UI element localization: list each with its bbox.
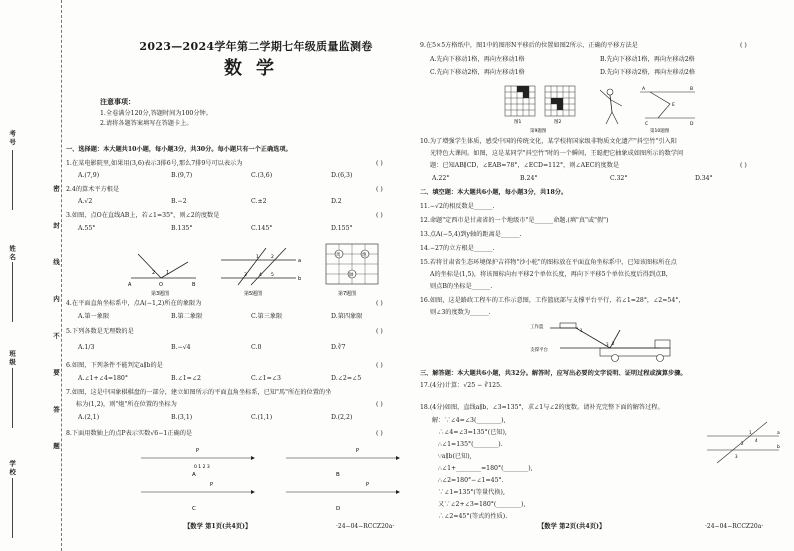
class-label: 班级 (8, 350, 17, 367)
svg-text:1: 1 (580, 328, 583, 333)
class-line (12, 368, 13, 428)
answer-paren: ( ) (376, 212, 383, 219)
q1-option-d: D.(6,3) (331, 172, 353, 179)
svg-text:1: 1 (166, 270, 170, 276)
question-6: 6.如图，下列条件不能判定a∥b的是 (66, 362, 163, 369)
svg-text:O: O (159, 282, 163, 288)
answer-paren: ( ) (376, 401, 383, 408)
label-work-basket: 工作篮 (530, 325, 544, 330)
q9-option-c: C.先向下移动2格，再向左移动1格 (430, 69, 525, 76)
school-line (12, 478, 13, 538)
figure-q9-caption: 第9题图 (530, 129, 547, 134)
svg-text:B: B (192, 282, 196, 288)
svg-text:2: 2 (612, 341, 615, 346)
q7-option-c: C.(1,1) (251, 414, 273, 421)
q4-option-b: B.第二象限 (171, 313, 203, 320)
question-17: 17.(4分)计算：√25 − ∛125. (420, 382, 503, 389)
proof-line: ∴∠1+________=180°(________), (438, 465, 533, 472)
figure-q16-truck (530, 320, 690, 364)
question-10-line2: 光特色大课间。如图，这是某同学"抖空竹"时的一个瞬间，王聪把它抽象成如图所示的数学问 (430, 150, 684, 157)
notes-heading: 注意事项： (100, 97, 135, 106)
question-5: 5.下列各数是无理数的是 (66, 328, 134, 335)
number-line-a-label: A (192, 472, 196, 478)
figures-q9-q10 (500, 82, 700, 134)
answer-paren: ( ) (376, 300, 383, 307)
section2-heading: 二、填空题：本大题共6小题，每小题3分，共18分。 (420, 189, 568, 196)
figure-q3 (128, 254, 196, 288)
svg-text:B: B (690, 87, 694, 92)
subject-title: 数学 (224, 58, 288, 79)
figure-q6 (221, 248, 301, 285)
q7-option-a: A.(2,1) (78, 414, 100, 421)
q3-option-c: C.145° (251, 225, 273, 232)
question-16-line1: 16.如图，这是路政工程车的工作示意图，工作篮底部与支撑平台平行，若∠1=28°，∠2=54°， (420, 297, 685, 304)
q4-option-d: D.第四象限 (331, 313, 363, 320)
figure-q3-caption: 第3题图 (151, 291, 170, 297)
question-15-line1: 15.若将甘肃省生态环境保护吉祥物"沙小驼"的图标放在平面直角坐标系中，已知该图标所在点 (420, 259, 677, 266)
svg-text:5: 5 (271, 273, 274, 278)
q5-option-a: A.1/3 (78, 344, 95, 351)
question-9: 9.在5×5方格纸中，图1中的图形N平移后的位置如图2所示，正确的平移方法是 (420, 42, 638, 49)
q6-option-a: A.∠1+∠4=180° (78, 375, 128, 382)
section3-heading: 三、解答题：本大题共6小题，共32分。解答时，应写出必要的文字说明、证明过程或演算步骤。 (420, 370, 687, 377)
figure-q9-label2: 图2 (554, 120, 562, 125)
svg-text:3: 3 (244, 273, 247, 278)
svg-text:C: C (645, 122, 649, 127)
question-14: 14.−27的立方根是______. (420, 245, 495, 252)
question-13: 13.点A(−5,4)到y轴的距离是______. (420, 231, 522, 238)
question-4: 4.在平面直角坐标系中，点A(−1,2)所在的象限为 (66, 300, 202, 307)
answer-paren: ( ) (740, 162, 747, 169)
number-line-b (286, 448, 400, 460)
proof-line: 解：∵∠4=∠3(________), (432, 417, 506, 424)
figure-q6-caption: 第5题图 (244, 291, 263, 297)
q6-option-b: B.∠1=∠2 (171, 375, 201, 382)
proof-line: ∴∠1=135°(________). (438, 441, 503, 448)
answer-paren: ( ) (376, 430, 383, 437)
figure-q9-label1: 图1 (514, 120, 522, 125)
figure-q10-caption: 第10题图 (650, 129, 670, 134)
svg-text:a: a (298, 258, 302, 264)
q5-option-d: D.∛7 (331, 344, 346, 351)
figure-q9-grid1 (505, 86, 535, 116)
q9-option-d: D.先向下移动2格，再向左移动2格 (600, 69, 696, 76)
left-column (66, 0, 412, 551)
q4-option-c: C.第三象限 (251, 313, 283, 320)
question-11: 11.−√2的相反数是______. (420, 203, 495, 210)
q7-option-b: B.(3,1) (171, 414, 193, 421)
q1-option-a: A.(7,9) (78, 172, 100, 179)
answer-paren: ( ) (376, 160, 383, 167)
svg-text:1: 1 (749, 430, 752, 435)
q6-option-c: C.∠1=∠3 (251, 375, 281, 382)
question-8: 8.下面用数轴上的点P表示实数√6−1正确的是 (66, 430, 193, 437)
svg-text:4: 4 (259, 273, 262, 278)
figure-q7-caption: 第7题图 (338, 291, 357, 297)
svg-text:帥: 帥 (349, 273, 354, 278)
q5-option-b: B.−√4 (171, 344, 191, 351)
svg-text:2: 2 (741, 441, 744, 446)
binding-strip (0, 0, 62, 551)
number-line-b-label: B (336, 472, 340, 478)
q10-option-a: A.22° (432, 175, 450, 182)
question-18: 18.(4分)如图，直线a∥b，∠3=135°，求∠1与∠2的度数。请补充完整下面的解答过程。 (420, 404, 664, 411)
q1-option-b: B.(9,7) (171, 172, 193, 179)
figure-q10-figure (600, 86, 695, 127)
answer-paren: ( ) (740, 42, 747, 49)
proof-line: ∴∠2=45°(等式的性质). (438, 513, 508, 520)
figure-q9-grid2 (545, 86, 575, 116)
svg-text:E: E (672, 103, 675, 108)
number-line-d (286, 482, 400, 494)
number-line-d-label: D (336, 506, 341, 512)
svg-text:P: P (356, 448, 360, 454)
exam-no-label: 考号 (8, 130, 17, 147)
svg-text:3: 3 (606, 342, 609, 347)
note-item: 2.请将各题答案填写在答题卡上。 (100, 120, 193, 127)
figure-q7 (326, 244, 378, 284)
figures-row (126, 240, 386, 298)
svg-text:炮: 炮 (362, 253, 367, 258)
question-2: 2.4的算术平方根是 (66, 186, 120, 193)
proof-line: ∴∠2=180°−∠1=45°. (438, 477, 504, 484)
svg-text:P: P (366, 482, 370, 488)
section1-heading: 一、选择题：本大题共10小题，每小题3分，共30分。每小题只有一个正确选项。 (66, 146, 292, 153)
question-15-line3: 则点B的坐标是______. (430, 283, 493, 290)
answer-paren: ( ) (376, 362, 383, 369)
q9-option-b: B.先向下移动1格，再向左移动2格 (600, 56, 695, 63)
q4-option-a: A.第一象限 (78, 313, 110, 320)
proof-line: ∴∠4=∠3=135°(已知), (438, 429, 507, 436)
footer-code-left: ·24−04−RCCZ20a· (336, 523, 395, 530)
q10-option-b: B.24° (520, 175, 538, 182)
q10-option-d: D.34° (695, 175, 713, 182)
svg-text:1: 1 (256, 255, 259, 260)
number-line-c-label: C (192, 506, 196, 512)
proof-line: ∵∠1=135°(等量代换), (438, 489, 505, 496)
school-label: 学校 (8, 460, 17, 477)
name-label: 姓名 (8, 245, 17, 262)
svg-text:b: b (298, 276, 302, 282)
q1-option-c: C.(3,6) (251, 172, 273, 179)
right-column (420, 0, 790, 551)
svg-text:a: a (777, 431, 780, 436)
exam-title: 2023—2024学年第二学期七年级质量监测卷 (139, 40, 373, 53)
number-lines (136, 446, 406, 518)
svg-text:2: 2 (271, 255, 274, 260)
q6-option-d: D.∠2=∠5 (331, 375, 362, 382)
note-item: 1.全卷满分120分,答题时间为100分钟。 (100, 110, 212, 117)
q3-option-b: B.135° (171, 225, 193, 232)
answer-paren: ( ) (376, 328, 383, 335)
footer-page-left: 【数学 第1页(共4页)】 (184, 523, 252, 530)
answer-paren: ( ) (376, 186, 383, 193)
q3-option-d: D.155° (331, 225, 353, 232)
footer-code-right: ·24−04−RCCZ20a· (705, 523, 764, 530)
svg-text:A: A (128, 282, 132, 288)
q2-option-c: C.±2 (251, 198, 267, 205)
question-10-line3: 题：已知AB∥CD，∠EAB=78°，∠ECD=112°，则∠AEC的度数是 (430, 162, 620, 169)
number-line-c (141, 482, 255, 494)
question-1: 1.在某电影院里,如果用(3,6)表示3排6号,那么7排9号可以表示为 (66, 160, 243, 167)
svg-text:馬: 馬 (336, 253, 341, 258)
svg-text:A: A (642, 87, 646, 92)
question-3: 3.如图，点O在直线AB上，若∠1=35°，则∠2的度数是 (66, 212, 220, 219)
svg-text:P: P (196, 448, 200, 454)
q2-option-d: D.2 (331, 198, 342, 205)
seal-text: 密 封 线 内 不 要 答 题 (52, 185, 60, 463)
svg-text:2: 2 (152, 270, 156, 276)
q2-option-a: A.√2 (78, 198, 93, 205)
q7-option-d: D.(2,2) (331, 414, 353, 421)
proof-line: ∵a∥b(已知), (438, 453, 472, 460)
question-16-line2: 则∠3的度数为______. (430, 309, 491, 316)
question-12: 12.命题"定西市是甘肃省的一个地级市"是______命题.(填"真"或"假") (420, 217, 609, 224)
question-15-line2: A的坐标是(1,5)，将该图标向右平移2个单位长度，再向下平移5个单位长度后得到点B， (430, 271, 672, 278)
number-line-a (141, 448, 255, 470)
q5-option-c: C.0 (251, 344, 262, 351)
exam-no-line (12, 150, 13, 210)
q2-option-b: B.−2 (171, 198, 187, 205)
figure-q18 (705, 418, 785, 468)
proof-line: 又∵∠2+∠3=180°(________), (438, 501, 526, 508)
svg-text:3: 3 (735, 454, 738, 459)
svg-text:4: 4 (755, 438, 758, 443)
question-7-line1: 7.如图，这是中国象棋棋盘的一部分，建立如图所示的平面直角坐标系，已知"馬"所在的位置的坐 (66, 389, 332, 396)
name-line (12, 262, 13, 322)
svg-text:D: D (690, 122, 694, 127)
svg-text:b: b (777, 445, 780, 450)
q9-option-a: A.先向下移动1格，再向左移动1格 (430, 56, 525, 63)
svg-text:P: P (210, 482, 214, 488)
q10-option-c: C.32° (610, 175, 628, 182)
footer-page-right: 【数学 第2页(共4页)】 (538, 523, 606, 530)
q3-option-a: A.55° (78, 225, 96, 232)
question-7-line2: 标为(1,2)，则"炮"所在位置的坐标为 (76, 401, 177, 408)
svg-text:0 1 2 3: 0 1 2 3 (194, 465, 210, 470)
question-10-line1: 10.为了增强学生体质，感受中国的传统文化，某学校将国家级非物质文化遗产"抖空竹"引入阳 (420, 138, 677, 145)
label-support-platform: 支撑平台 (530, 348, 548, 353)
